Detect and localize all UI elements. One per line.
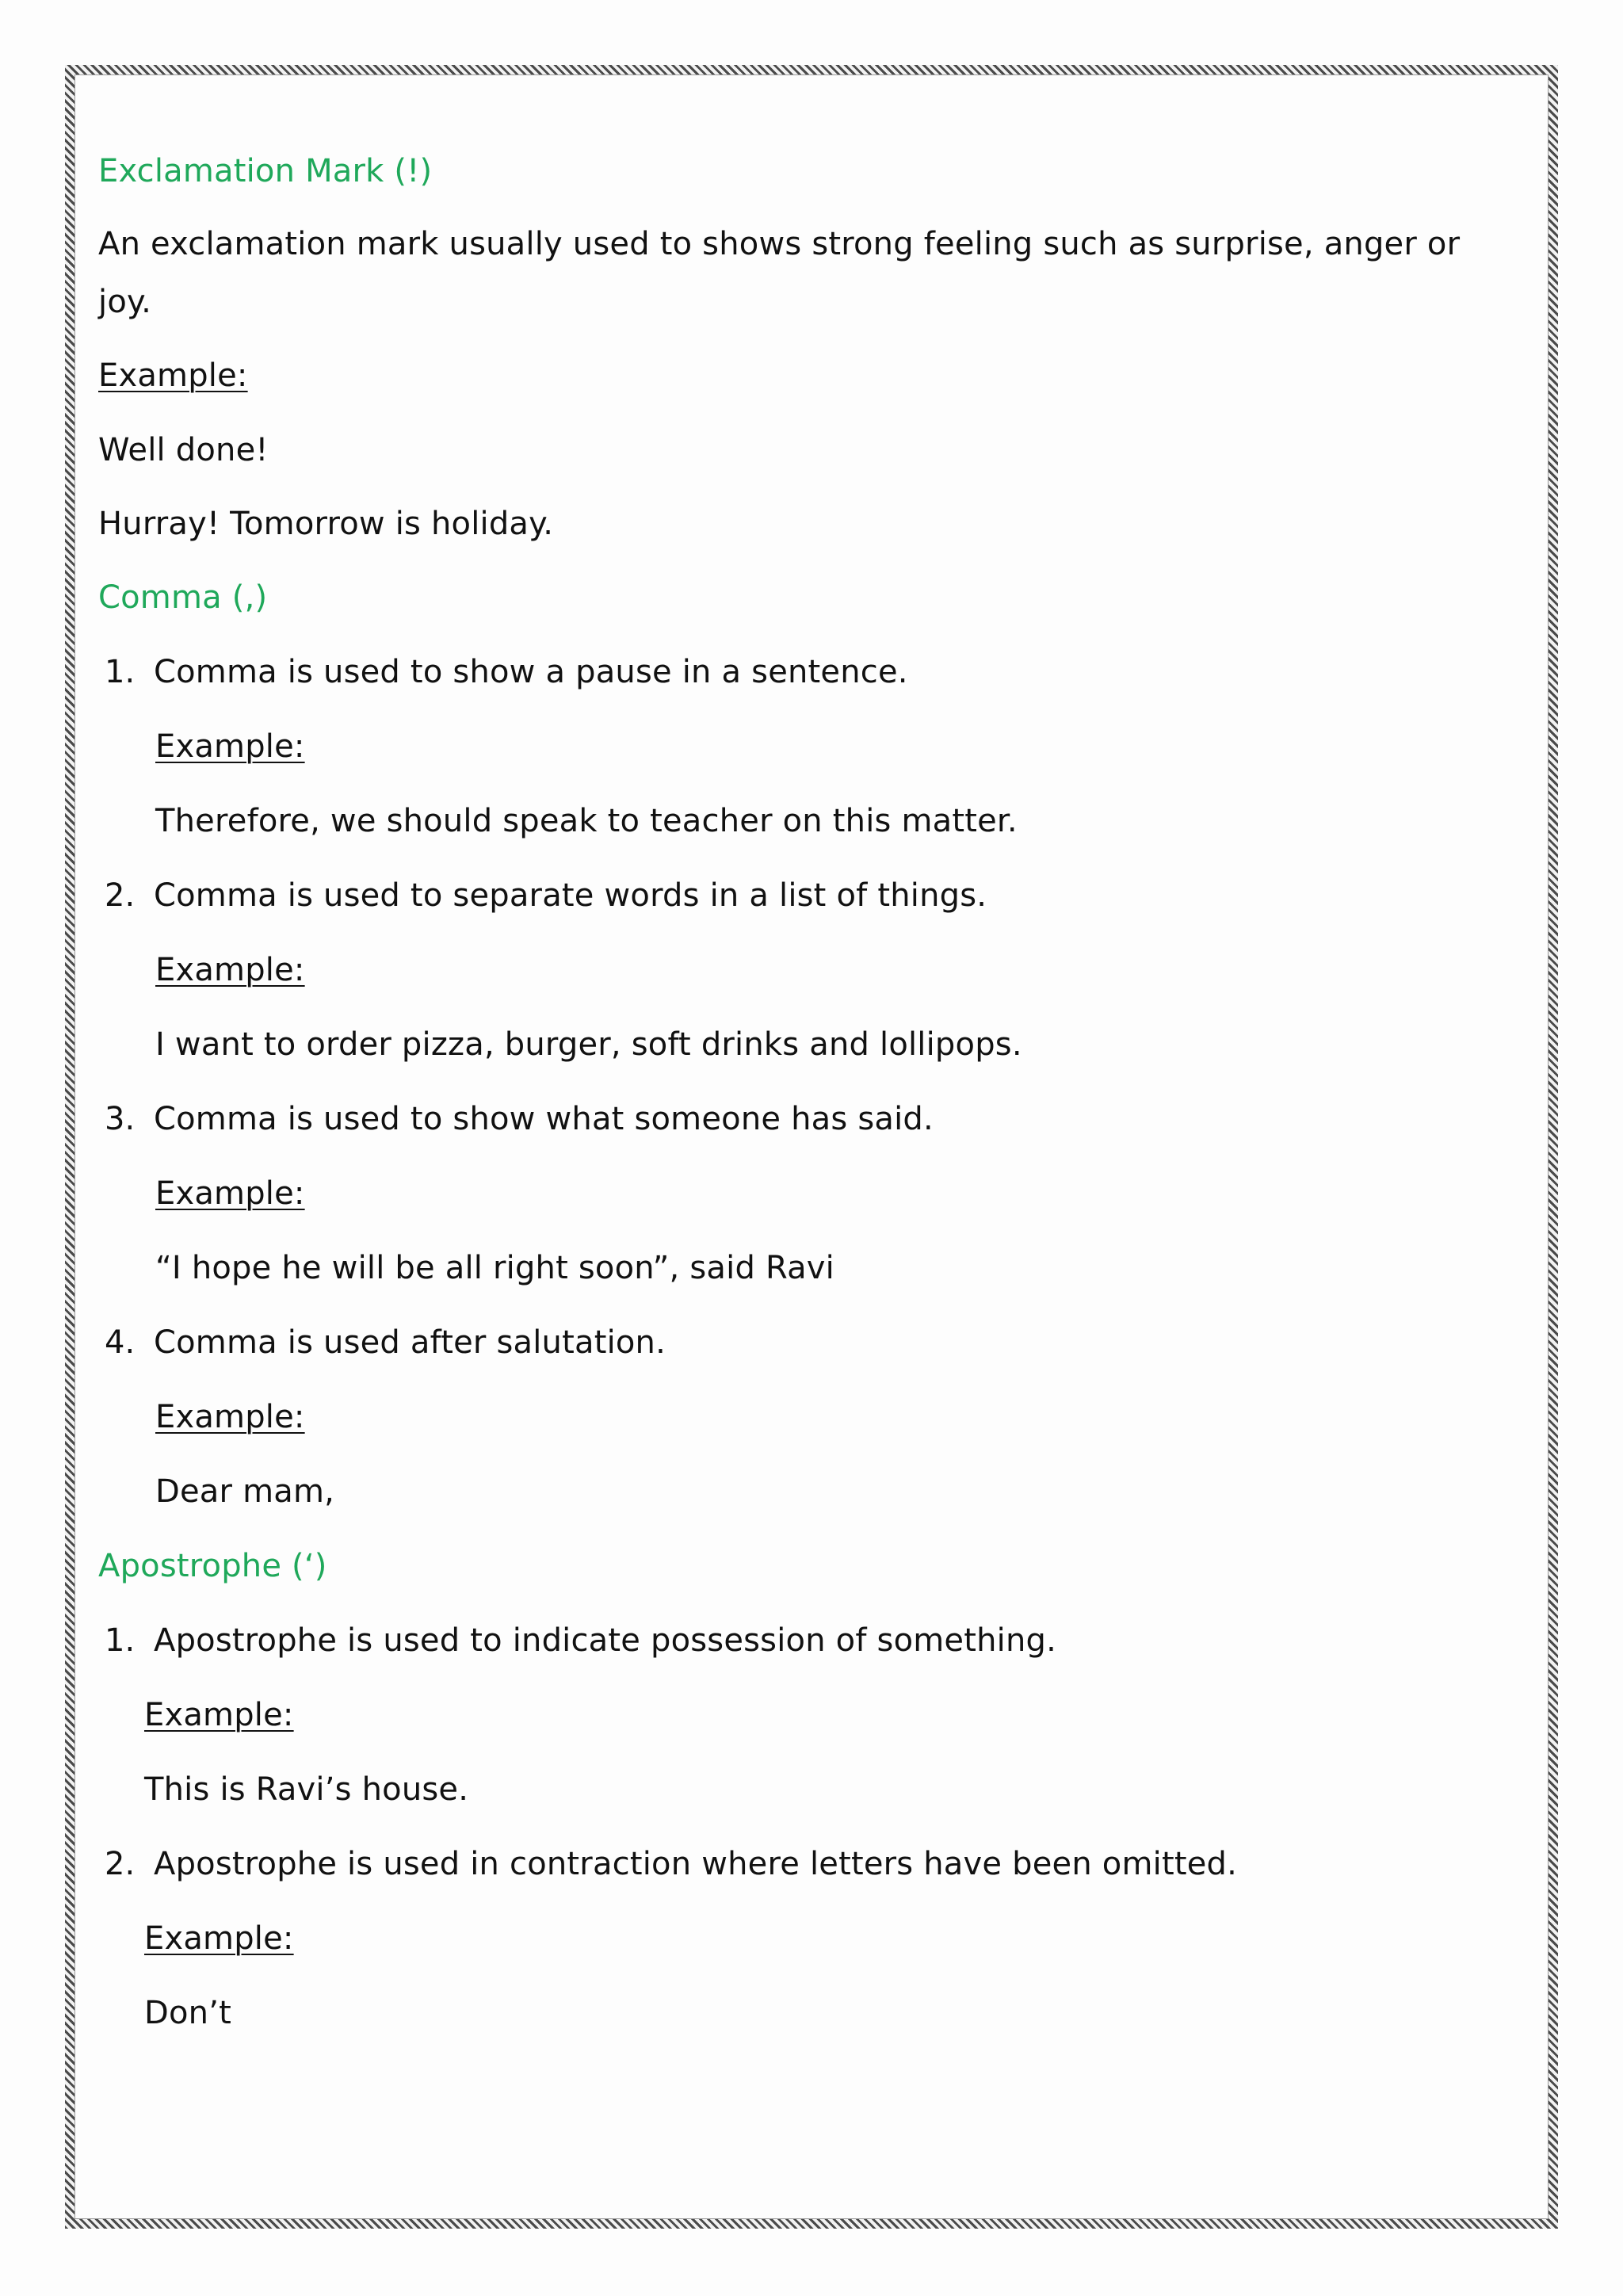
apostrophe-item-2-example-label: Example: [144, 1920, 294, 1957]
comma-item-3-text: Comma is used to show what someone has said. [154, 1101, 934, 1137]
comma-item-4-text: Comma is used after salutation. [154, 1324, 666, 1361]
exclamation-description-line-2: joy. [98, 284, 152, 320]
comma-item-2-example: I want to order pizza, burger, soft drinks and lollipops. [155, 1026, 1022, 1063]
comma-item-3-number: 3. [105, 1101, 136, 1137]
exclamation-example-1: Well done! [98, 432, 269, 468]
comma-item-4-example-label: Example: [155, 1399, 305, 1435]
apostrophe-item-1-text: Apostrophe is used to indicate possession of something. [154, 1622, 1057, 1659]
apostrophe-item-2-text: Apostrophe is used in contraction where letters have been omitted. [154, 1846, 1238, 1882]
comma-item-1-example: Therefore, we should speak to teacher on this matter. [155, 803, 1018, 839]
comma-item-4-example: Dear mam, [155, 1473, 335, 1510]
comma-item-3-example-label: Example: [155, 1175, 305, 1212]
apostrophe-item-2-example: Don’t [144, 1995, 232, 2031]
comma-item-4-number: 4. [105, 1324, 136, 1361]
exclamation-example-2: Hurray! Tomorrow is holiday. [98, 506, 554, 542]
apostrophe-item-2-number: 2. [105, 1846, 136, 1882]
comma-item-2-number: 2. [105, 877, 136, 914]
apostrophe-item-1-example: This is Ravi’s house. [144, 1771, 469, 1808]
comma-item-2-text: Comma is used to separate words in a list of things. [154, 877, 987, 914]
comma-item-1-example-label: Example: [155, 728, 305, 765]
comma-item-3-example: “I hope he will be all right soon”, said Ravi [155, 1250, 834, 1286]
exclamation-example-label: Example: [98, 357, 248, 394]
comma-heading: Comma (,) [98, 579, 268, 616]
comma-item-1-text: Comma is used to show a pause in a sentence. [154, 654, 908, 690]
comma-item-2-example-label: Example: [155, 952, 305, 988]
apostrophe-heading: Apostrophe (‘) [98, 1548, 327, 1584]
apostrophe-item-1-example-label: Example: [144, 1697, 294, 1733]
exclamation-heading: Exclamation Mark (!) [98, 153, 433, 189]
exclamation-description-line-1: An exclamation mark usually used to shows strong feeling such as surprise, anger or [98, 226, 1461, 262]
apostrophe-item-1-number: 1. [105, 1622, 136, 1659]
comma-item-1-number: 1. [105, 654, 136, 690]
page-border-frame [65, 65, 1558, 2229]
